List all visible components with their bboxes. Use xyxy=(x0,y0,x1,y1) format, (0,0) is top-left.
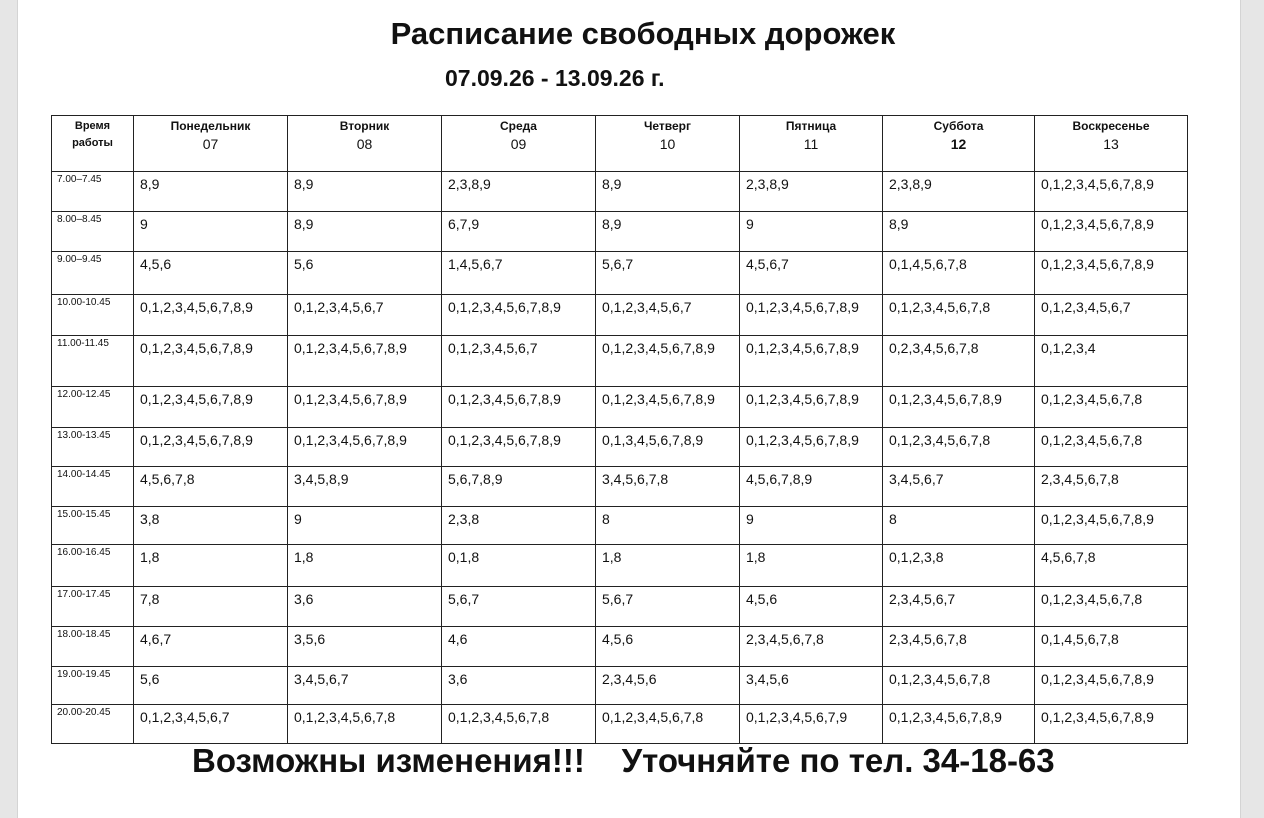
free-lanes-cell: 0,1,2,3,4,5,6,7,8,9 xyxy=(596,387,740,428)
schedule-row xyxy=(52,667,1188,705)
schedule-row xyxy=(52,336,1188,387)
free-lanes-cell: 1,8 xyxy=(288,545,442,587)
free-lanes-cell: 8 xyxy=(883,507,1035,545)
free-lanes-cell: 3,4,5,6,7 xyxy=(883,467,1035,507)
free-lanes-cell: 0,1,2,3,4 xyxy=(1035,336,1188,387)
free-lanes-cell: 0,1,2,3,4,5,6,7,8,9 xyxy=(134,387,288,428)
changes-warning: Возможны изменения!!! xyxy=(192,742,585,779)
day-header-thursday xyxy=(596,116,740,172)
time-slot: 10.00-10.45 xyxy=(52,295,134,336)
free-lanes-cell: 2,3,8,9 xyxy=(883,172,1035,212)
free-lanes-cell: 0,1,2,3,4,5,6,7 xyxy=(596,295,740,336)
free-lanes-cell: 0,1,2,3,8 xyxy=(883,545,1035,587)
free-lanes-cell: 0,1,4,5,6,7,8 xyxy=(883,252,1035,295)
free-lanes-cell: 0,1,4,5,6,7,8 xyxy=(1035,627,1188,667)
phone-contact: Уточняйте по тел. 34-18-63 xyxy=(621,742,1055,779)
free-lanes-cell: 0,1,2,3,4,5,6,7,8 xyxy=(883,667,1035,705)
day-date: 13 xyxy=(1103,136,1119,152)
free-lanes-cell: 2,3,4,5,6,7,8 xyxy=(1035,467,1188,507)
free-lanes-cell: 1,4,5,6,7 xyxy=(442,252,596,295)
free-lanes-cell: 5,6,7 xyxy=(596,587,740,627)
document-page xyxy=(18,0,1240,818)
free-lanes-cell: 9 xyxy=(740,212,883,252)
schedule-row xyxy=(52,705,1188,744)
time-header-line-2: работы xyxy=(72,137,113,149)
free-lanes-cell: 0,1,2,3,4,5,6,7,8,9 xyxy=(740,336,883,387)
free-lanes-cell: 4,6,7 xyxy=(134,627,288,667)
free-lanes-cell: 0,1,8 xyxy=(442,545,596,587)
free-lanes-cell: 1,8 xyxy=(596,545,740,587)
day-name: Среда xyxy=(500,119,537,133)
free-lanes-cell: 0,1,2,3,4,5,6,7 xyxy=(288,295,442,336)
free-lanes-cell: 3,4,5,8,9 xyxy=(288,467,442,507)
free-lanes-cell: 4,5,6,7,8 xyxy=(134,467,288,507)
free-lanes-cell: 2,3,8,9 xyxy=(740,172,883,212)
schedule-row xyxy=(52,545,1188,587)
free-lanes-cell: 8,9 xyxy=(883,212,1035,252)
free-lanes-cell: 0,1,2,3,4,5,6,7,8 xyxy=(1035,587,1188,627)
free-lanes-cell: 3,6 xyxy=(288,587,442,627)
free-lanes-cell: 0,1,2,3,4,5,6,7,8,9 xyxy=(740,295,883,336)
footer-note xyxy=(192,742,1055,780)
free-lanes-cell: 3,4,5,6,7 xyxy=(288,667,442,705)
free-lanes-cell: 2,3,8,9 xyxy=(442,172,596,212)
free-lanes-cell: 0,1,2,3,4,5,6,7,8,9 xyxy=(442,387,596,428)
free-lanes-cell: 9 xyxy=(134,212,288,252)
free-lanes-cell: 2,3,4,5,6,7 xyxy=(883,587,1035,627)
day-date: 08 xyxy=(356,136,373,152)
day-header-monday xyxy=(134,116,288,172)
free-lanes-cell: 2,3,4,5,6,7,8 xyxy=(740,627,883,667)
free-lanes-cell: 0,1,2,3,4,5,6,7,8,9 xyxy=(288,387,442,428)
day-header-sunday xyxy=(1035,116,1188,172)
free-lanes-cell: 0,1,2,3,4,5,6,7,8,9 xyxy=(740,428,883,467)
free-lanes-cell: 5,6 xyxy=(134,667,288,705)
free-lanes-cell: 0,1,2,3,4,5,6,7,8,9 xyxy=(134,336,288,387)
free-lanes-cell: 0,1,2,3,4,5,6,7,8 xyxy=(288,705,442,744)
free-lanes-cell: 4,5,6,7,8 xyxy=(1035,545,1188,587)
free-lanes-cell: 8 xyxy=(596,507,740,545)
schedule-body xyxy=(52,172,1188,744)
day-header-tuesday xyxy=(288,116,442,172)
free-lanes-cell: 8,9 xyxy=(288,172,442,212)
free-lanes-cell: 3,4,5,6,7,8 xyxy=(596,467,740,507)
time-slot: 19.00-19.45 xyxy=(52,667,134,705)
free-lanes-cell: 0,1,2,3,4,5,6,7 xyxy=(442,336,596,387)
schedule-row xyxy=(52,172,1188,212)
lane-schedule-table xyxy=(51,115,1188,744)
free-lanes-cell: 3,8 xyxy=(134,507,288,545)
schedule-row xyxy=(52,467,1188,507)
free-lanes-cell: 0,1,2,3,4,5,6,7,8,9 xyxy=(134,295,288,336)
free-lanes-cell: 2,3,4,5,6,7,8 xyxy=(883,627,1035,667)
free-lanes-cell: 0,1,2,3,4,5,6,7,8,9 xyxy=(596,336,740,387)
free-lanes-cell: 3,4,5,6 xyxy=(740,667,883,705)
free-lanes-cell: 4,5,6 xyxy=(134,252,288,295)
day-date: 07 xyxy=(202,136,219,152)
free-lanes-cell: 4,6 xyxy=(442,627,596,667)
schedule-row xyxy=(52,212,1188,252)
day-name: Четверг xyxy=(643,119,692,133)
header-row xyxy=(52,116,1188,172)
free-lanes-cell: 5,6,7 xyxy=(442,587,596,627)
time-slot: 15.00-15.45 xyxy=(52,507,134,545)
time-slot: 12.00-12.45 xyxy=(52,387,134,428)
free-lanes-cell: 5,6,7 xyxy=(596,252,740,295)
time-slot: 9.00–9.45 xyxy=(52,252,134,295)
schedule-row xyxy=(52,252,1188,295)
free-lanes-cell: 9 xyxy=(740,507,883,545)
page-title: Расписание свободных дорожек xyxy=(390,16,896,51)
free-lanes-cell: 3,5,6 xyxy=(288,627,442,667)
day-name: Понедельник xyxy=(170,119,251,133)
time-slot: 20.00-20.45 xyxy=(52,705,134,744)
time-header-line-1: Время xyxy=(74,120,111,132)
free-lanes-cell: 0,1,2,3,4,5,6,7,8,9 xyxy=(442,295,596,336)
free-lanes-cell: 4,5,6,7 xyxy=(740,252,883,295)
free-lanes-cell: 0,1,2,3,4,5,6,7 xyxy=(1035,295,1188,336)
time-slot: 8.00–8.45 xyxy=(52,212,134,252)
free-lanes-cell: 0,1,2,3,4,5,6,7,8,9 xyxy=(740,387,883,428)
day-date: 10 xyxy=(659,136,676,152)
schedule-row xyxy=(52,507,1188,545)
free-lanes-cell: 0,1,2,3,4,5,6,7,8 xyxy=(883,428,1035,467)
free-lanes-cell: 5,6 xyxy=(288,252,442,295)
schedule-period: 07.09.26 - 13.09.26 г. xyxy=(445,65,665,91)
free-lanes-cell: 0,1,2,3,4,5,6,7,8,9 xyxy=(288,428,442,467)
free-lanes-cell: 0,1,2,3,4,5,6,7,8,9 xyxy=(883,705,1035,744)
free-lanes-cell: 3,6 xyxy=(442,667,596,705)
free-lanes-cell: 0,1,2,3,4,5,6,7,8 xyxy=(883,295,1035,336)
day-name: Пятница xyxy=(785,119,837,133)
free-lanes-cell: 9 xyxy=(288,507,442,545)
time-slot: 16.00-16.45 xyxy=(52,545,134,587)
free-lanes-cell: 8,9 xyxy=(288,212,442,252)
day-header-friday xyxy=(740,116,883,172)
free-lanes-cell: 0,1,2,3,4,5,6,7,8,9 xyxy=(1035,172,1188,212)
time-slot: 7.00–7.45 xyxy=(52,172,134,212)
schedule-row xyxy=(52,387,1188,428)
free-lanes-cell: 0,1,2,3,4,5,6,7,8,9 xyxy=(1035,212,1188,252)
day-date: 12 xyxy=(950,136,967,152)
free-lanes-cell: 0,1,2,3,4,5,6,7,8 xyxy=(596,705,740,744)
free-lanes-cell: 0,1,2,3,4,5,6,7,8,9 xyxy=(1035,705,1188,744)
free-lanes-cell: 0,2,3,4,5,6,7,8 xyxy=(883,336,1035,387)
free-lanes-cell: 0,1,2,3,4,5,6,7,8 xyxy=(442,705,596,744)
free-lanes-cell: 0,1,2,3,4,5,6,7,8,9 xyxy=(883,387,1035,428)
time-slot: 13.00-13.45 xyxy=(52,428,134,467)
day-header-wednesday xyxy=(442,116,596,172)
free-lanes-cell: 0,1,3,4,5,6,7,8,9 xyxy=(596,428,740,467)
schedule-row xyxy=(52,428,1188,467)
schedule-row xyxy=(52,587,1188,627)
day-header-saturday xyxy=(883,116,1035,172)
free-lanes-cell: 0,1,2,3,4,5,6,7,8,9 xyxy=(288,336,442,387)
day-date: 09 xyxy=(510,136,527,152)
free-lanes-cell: 1,8 xyxy=(134,545,288,587)
free-lanes-cell: 4,5,6,7,8,9 xyxy=(740,467,883,507)
free-lanes-cell: 0,1,2,3,4,5,6,7,8 xyxy=(1035,428,1188,467)
time-slot: 14.00-14.45 xyxy=(52,467,134,507)
free-lanes-cell: 2,3,8 xyxy=(442,507,596,545)
free-lanes-cell: 4,5,6 xyxy=(596,627,740,667)
free-lanes-cell: 0,1,2,3,4,5,6,7,8,9 xyxy=(134,428,288,467)
free-lanes-cell: 0,1,2,3,4,5,6,7,8 xyxy=(1035,387,1188,428)
free-lanes-cell: 0,1,2,3,4,5,6,7,8,9 xyxy=(1035,667,1188,705)
free-lanes-cell: 0,1,2,3,4,5,6,7,8,9 xyxy=(1035,252,1188,295)
day-name: Вторник xyxy=(339,119,390,133)
day-name: Суббота xyxy=(933,119,984,133)
free-lanes-cell: 0,1,2,3,4,5,6,7,8,9 xyxy=(442,428,596,467)
free-lanes-cell: 6,7,9 xyxy=(442,212,596,252)
free-lanes-cell: 5,6,7,8,9 xyxy=(442,467,596,507)
free-lanes-cell: 4,5,6 xyxy=(740,587,883,627)
free-lanes-cell: 8,9 xyxy=(596,212,740,252)
free-lanes-cell: 2,3,4,5,6 xyxy=(596,667,740,705)
time-slot: 17.00-17.45 xyxy=(52,587,134,627)
free-lanes-cell: 8,9 xyxy=(596,172,740,212)
free-lanes-cell: 8,9 xyxy=(134,172,288,212)
schedule-row xyxy=(52,627,1188,667)
time-slot: 11.00-11.45 xyxy=(52,336,134,387)
schedule-row xyxy=(52,295,1188,336)
free-lanes-cell: 0,1,2,3,4,5,6,7,9 xyxy=(740,705,883,744)
free-lanes-cell: 0,1,2,3,4,5,6,7,8,9 xyxy=(1035,507,1188,545)
free-lanes-cell: 1,8 xyxy=(740,545,883,587)
day-name: Воскресенье xyxy=(1072,119,1150,133)
free-lanes-cell: 7,8 xyxy=(134,587,288,627)
day-date: 11 xyxy=(803,136,819,152)
time-column-header xyxy=(52,116,134,172)
free-lanes-cell: 0,1,2,3,4,5,6,7 xyxy=(134,705,288,744)
time-slot: 18.00-18.45 xyxy=(52,627,134,667)
